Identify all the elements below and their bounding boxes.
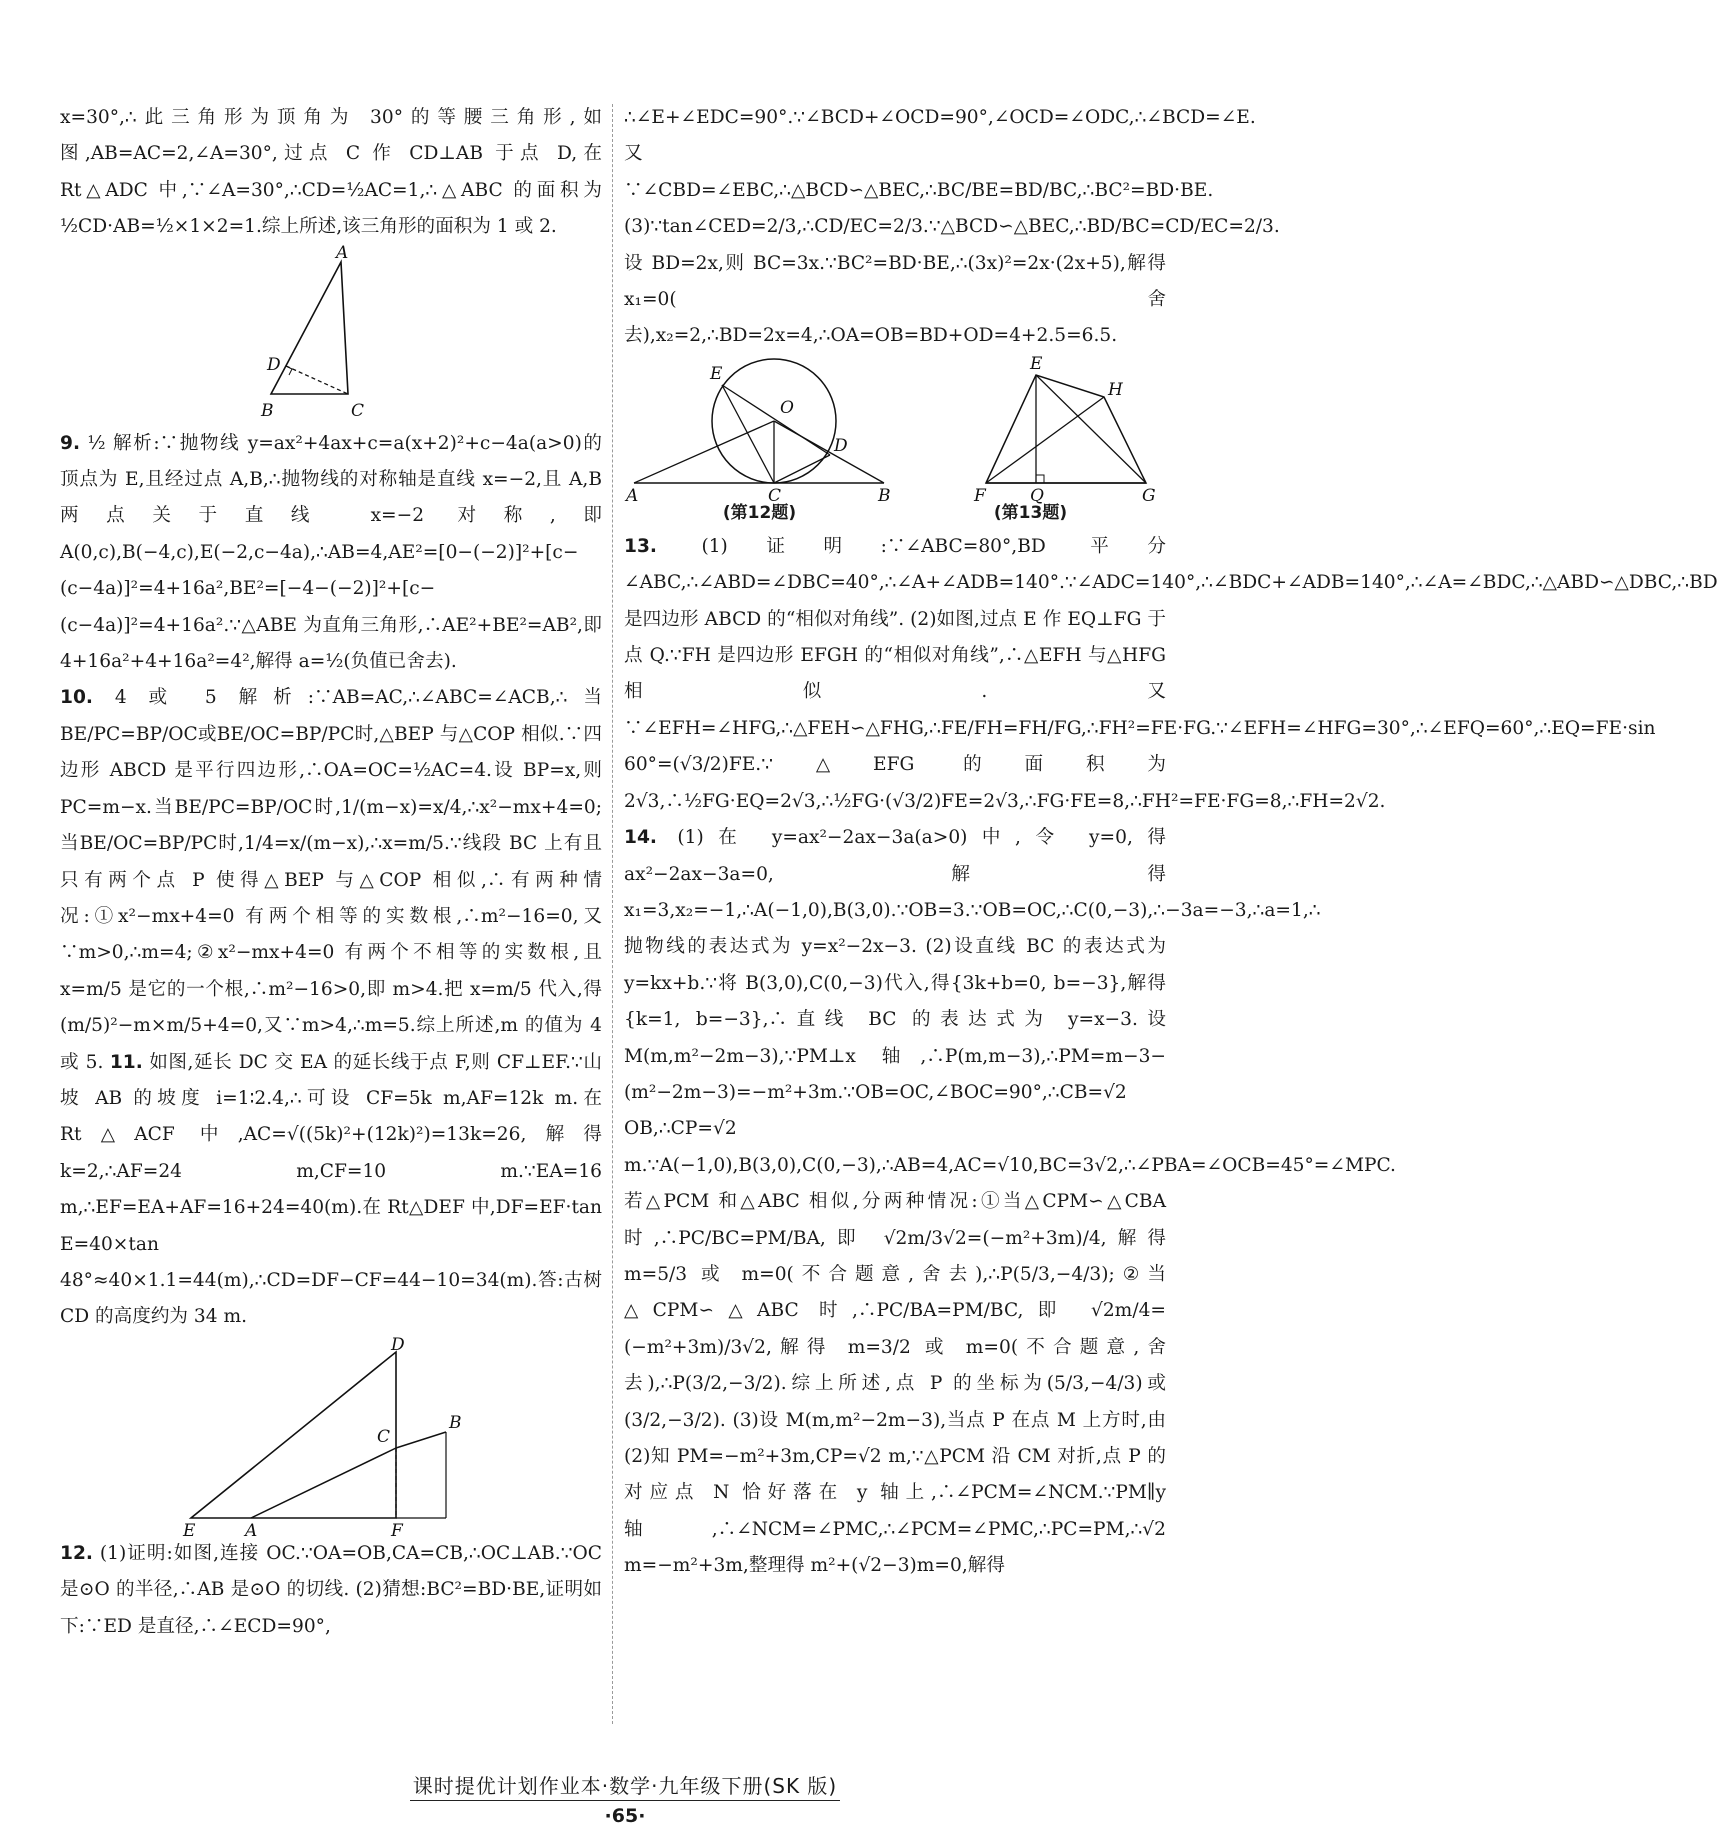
- line-cd: [774, 455, 830, 483]
- caption-q13: (第13题): [993, 502, 1068, 523]
- page-footer: [0, 1770, 1250, 1827]
- q13-number: 13.: [624, 535, 657, 557]
- figure-q12-circle: [624, 355, 894, 505]
- label-d: D: [391, 1334, 405, 1355]
- q10-text: 4 或 5 解析:∵AB=AC,∴∠ABC=∠ACB,∴当BE/PC=BP/OC或BE/OC=BP/PC时,△BEP 与△COP 相似.∵四边形 ABCD 是平行四边形,∴OA=OC=½AC=4.设 BP=x,则 PC=m−x.当BE/PC=BP/OC时,1/(m−x)=x/4,∴x²−mx+4=0;当BE/OC=BP/PC时,1/4=x/(m−x),∴x=m/5.∵线段 BC 上有且只有两个点 P 使得△BEP 与△COP 相似,∴有两种情况:①x²−mx+4=0 有两个相等的实数根,∴m²−16=0,又∵m>0,∴m=4;②x²−mx+4=0 有两个不相等的实数根,且 x=m/5 是它的一个根,∴m²−16>0,即 m>4.把 x=m/5 代入,得(m/5)²−m×m/5+4=0,又∵m>4,∴m=5.综上所述,m 的值为 4 或 5.: [60, 687, 602, 1073]
- q12-text: (1)证明:如图,连接 OC.∵OA=OB,CA=CB,∴OC⊥AB.∵OC 是⊙O 的半径,∴AB 是⊙O 的切线. (2)猜想:BC²=BD·BE,证明如下:∵ED 是直径,∴∠ECD=90°,: [60, 1542, 602, 1637]
- q12: [60, 1536, 602, 1645]
- label-a: A: [336, 242, 349, 263]
- label-f: F: [391, 1520, 403, 1541]
- label-f: F: [974, 485, 986, 506]
- label-a: A: [245, 1520, 258, 1541]
- column-divider: [612, 104, 613, 1724]
- q10-number: 10.: [60, 687, 93, 709]
- slope-top: [396, 1432, 446, 1448]
- label-b: B: [261, 400, 274, 421]
- q9-text: ½ 解析:∵抛物线 y=ax²+4ax+c=a(x+2)²+c−4a(a>0)的顶点为 E,且经过点 A,B,∴抛物线的对称轴是直线 x=−2,且 A,B 两点关于直线 x=−2 对称,即 A(0,c),B(−4,c),E(−2,c−4a),∴AB=4,AE²=[0−(−2)]²+[c−(c−4a)]²=4+16a²,BE²=[−4−(−2)]²+[c−(c−4a)]²=4+16a².∵△ABE 为直角三角形,∴AE²+BE²=AB²,即 4+16a²+4+16a²=4²,解得 a=½(负值已舍去).: [60, 432, 602, 673]
- line-ob: [774, 421, 884, 483]
- label-b: B: [449, 1412, 462, 1433]
- altitude-cd: [286, 366, 348, 394]
- caption-q12: (第12题): [722, 502, 797, 523]
- slope-ab: [251, 1448, 396, 1518]
- figure-slope-tree: [121, 1334, 541, 1541]
- figure-q13-quadrilateral: [966, 355, 1166, 505]
- page-number: ·65·: [604, 1805, 646, 1827]
- q10: [60, 680, 602, 1335]
- line-ec: [722, 385, 774, 483]
- label-q: Q: [1030, 485, 1044, 506]
- label-d: D: [267, 354, 281, 375]
- label-b: B: [878, 485, 891, 506]
- label-c: C: [768, 485, 782, 506]
- q11-number: 11.: [109, 1051, 143, 1073]
- label-h: H: [1108, 379, 1123, 400]
- diameter-ed: [722, 385, 830, 455]
- line-ao: [634, 421, 774, 483]
- label-a: A: [626, 485, 639, 506]
- q12-continued: ∴∠E+∠EDC=90°.∵∠BCD+∠OCD=90°,∠OCD=∠ODC,∴∠BCD=∠E.又∵∠CBD=∠EBC,∴△BCD∽△BEC,∴BC/BE=BD/BC,∴BC²=BD·BE. (3)∵tan∠CED=2/3,∴CD/EC=2/3.∵△BCD∽△BEC,∴BD/BC=CD/EC=2/3.设 BD=2x,则 BC=3x.∵BC²=BD·BE,∴(3x)²=2x·(2x+5),解得 x₁=0(舍去),x₂=2,∴BD=2x=4,∴OA=OB=BD+OD=4+2.5=6.5.: [624, 107, 1280, 347]
- label-c: C: [351, 400, 365, 421]
- footer-rule: [410, 1800, 840, 1801]
- right-angle-mark: [286, 366, 292, 375]
- q11-text: 如图,延长 DC 交 EA 的延长线于点 F,则 CF⊥EF.∵山坡 AB 的坡度 i=1∶2.4,∴可设 CF=5k m,AF=12k m.在 Rt△ACF 中,AC=√((5k)²+(12k)²)=13k=26,解得 k=2,∴AF=24 m,CF=10 m.∵EA=16 m,∴EF=EA+AF=16+24=40(m).在 Rt△DEF 中,DF=EF·tan E=40×tan 48°≈40×1.1=44(m),∴CD=DF−CF=44−10=34(m).答:古树 CD 的高度约为 34 m.: [60, 1051, 602, 1328]
- q12-number: 12.: [60, 1542, 93, 1564]
- diagonal-eg: [1036, 375, 1146, 483]
- triangle-def: [191, 1352, 396, 1518]
- q8-solution-end: x=30°,∴此三角形为顶角为 30°的等腰三角形,如图,AB=AC=2,∠A=30°,过点 C 作 CD⊥AB 于点 D,在 Rt△ADC 中,∵∠A=30°,∴CD=½AC=1,∴△ABC 的面积为½CD·AB=½×1×2=1.综上所述,该三角形的面积为 1 或 2.: [60, 107, 602, 238]
- book-title: 课时提优计划作业本·数学·九年级下册(SK 版): [412, 1774, 838, 1798]
- label-g: G: [1142, 485, 1156, 506]
- label-e: E: [183, 1520, 196, 1541]
- q14-number: 14.: [624, 827, 657, 849]
- right-column: [624, 100, 1718, 1585]
- label-c: C: [377, 1426, 391, 1447]
- q13: [624, 529, 1718, 1585]
- label-e: E: [1030, 353, 1043, 374]
- q9-number: 9.: [60, 432, 81, 454]
- q13-text: (1)证明:∵∠ABC=80°,BD 平分∠ABC,∴∠ABD=∠DBC=40°,∴∠A+∠ADB=140°.∵∠ADC=140°,∴∠BDC+∠ADB=140°,∴∠A=∠BDC,∴△ABD∽△DBC,∴BD 是四边形 ABCD 的“相似对角线”. (2)如图,过点 E 作 EQ⊥FG 于点 Q.∵FH 是四边形 EFGH 的“相似对角线”,∴△EFH 与△HFG 相似.又∵∠EFH=∠HFG,∴△FEH∽△FHG,∴FE/FH=FH/FG,∴FH²=FE·FG.∵∠EFH=∠HFG=30°,∴∠EFQ=60°,∴EQ=FE·sin 60°=(√3/2)FE.∵△EFG 的面积为 2√3,∴½FG·EQ=2√3,∴½FG·(√3/2)FE=2√3,∴FG·FE=8,∴FH²=FE·FG=8,∴FH=2√2.: [624, 535, 1718, 812]
- q9: [60, 426, 602, 681]
- diagonal-fh: [986, 397, 1104, 483]
- right-angle-mark: [1036, 475, 1044, 483]
- label-d: D: [834, 435, 848, 456]
- triangle-abc: [271, 262, 348, 394]
- left-column: [60, 100, 602, 1645]
- figure-isosceles-triangle: [201, 242, 461, 426]
- label-e: E: [710, 363, 723, 384]
- figures-row: [624, 355, 1166, 505]
- label-o: O: [780, 397, 794, 418]
- q14-text: (1)在 y=ax²−2ax−3a(a>0)中,令 y=0,得 ax²−2ax−3a=0,解得 x₁=3,x₂=−1,∴A(−1,0),B(3,0).∵OB=3.∵OB=OC,∴C(0,−3),∴−3a=−3,∴a=1,∴抛物线的表达式为 y=x²−2x−3. (2)设直线 BC 的表达式为 y=kx+b.∵将 B(3,0),C(0,−3)代入,得{3k+b=0, b=−3},解得{k=1, b=−3},∴直线 BC 的表达式为 y=x−3.设 M(m,m²−2m−3),∵PM⊥x 轴,∴P(m,m−3),∴PM=m−3−(m²−2m−3)=−m²+3m.∵OB=OC,∠BOC=90°,∴CB=√2 OB,∴CP=√2 m.∵A(−1,0),B(3,0),C(0,−3),∴AB=4,AC=√10,BC=3√2,∴∠PBA=∠OCB=45°=∠MPC.若△PCM 和△ABC 相似,分两种情况:①当△CPM∽△CBA 时,∴PC/BC=PM/BA,即 √2m/3√2=(−m²+3m)/4,解得 m=5/3 或 m=0(不合题意,舍去),∴P(5/3,−4/3);②当△CPM∽△ABC 时,∴PC/BA=PM/BC,即 √2m/4=(−m²+3m)/3√2,解得 m=3/2 或 m=0(不合题意,舍去),∴P(3/2,−3/2).综上所述,点 P 的坐标为(5/3,−4/3)或(3/2,−3/2). (3)设 M(m,m²−2m−3),当点 P 在点 M 上方时,由(2)知 PM=−m²+3m,CP=√2 m,∵△PCM 沿 CM 对折,点 P 的对应点 N 恰好落在 y 轴上,∴∠PCM=∠NCM.∵PM∥y 轴,∴∠NCM=∠PMC,∴∠PCM=∠PMC,∴PC=PM,∴√2 m=−m²+3m,整理得 m²+(√2−3)m=0,解得: [624, 827, 1396, 1577]
